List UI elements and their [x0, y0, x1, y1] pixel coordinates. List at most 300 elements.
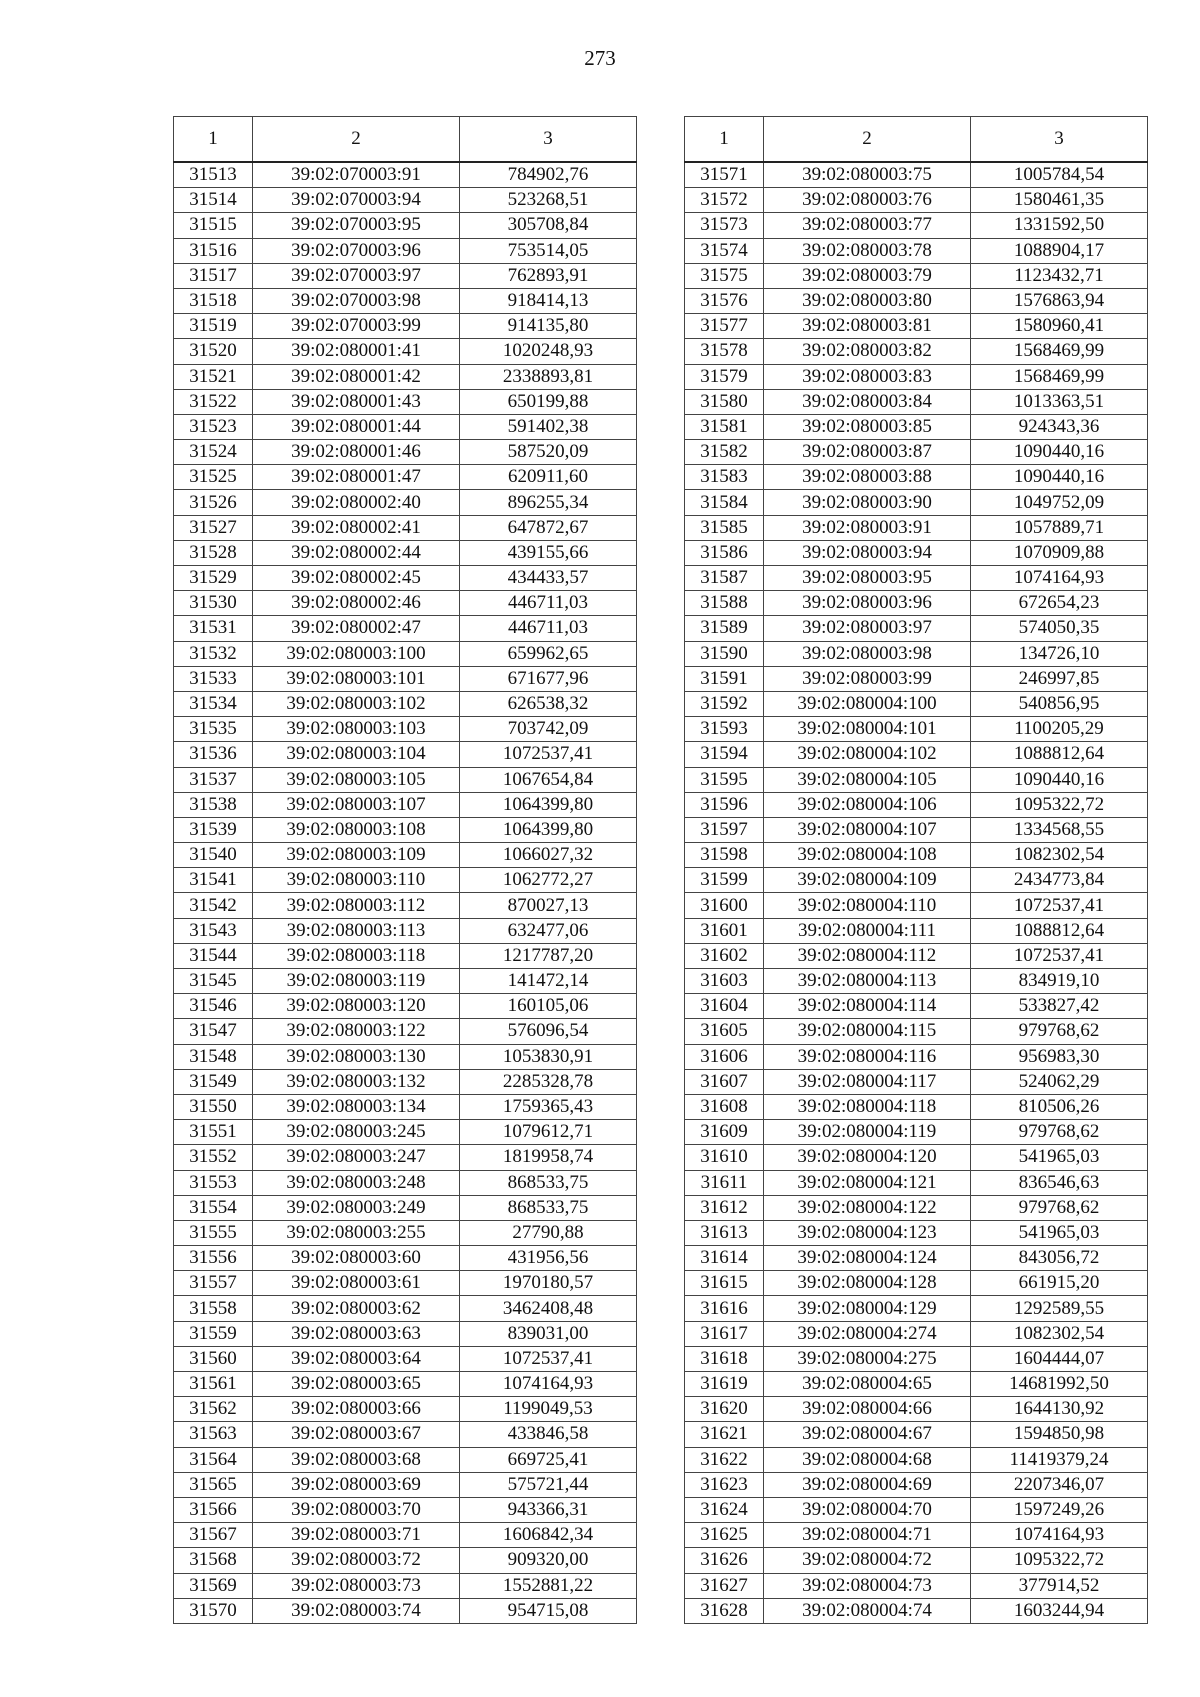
table-row: [685, 440, 1148, 465]
cadastral-number-cell: 39:02:080003:73: [253, 1573, 460, 1598]
table-row: [174, 994, 637, 1019]
cadastral-number-cell: 39:02:070003:94: [253, 188, 460, 213]
row-number-cell: 31551: [174, 1120, 253, 1145]
value-cell: 647872,67: [460, 515, 637, 540]
value-cell: 1067654,84: [460, 767, 637, 792]
value-cell: 1082302,54: [971, 1321, 1148, 1346]
cadastral-number-cell: 39:02:080001:41: [253, 339, 460, 364]
table-row: [685, 1019, 1148, 1044]
table-row: [174, 288, 637, 313]
value-cell: 246997,85: [971, 666, 1148, 691]
row-number-cell: 31552: [174, 1145, 253, 1170]
cadastral-number-cell: 39:02:080004:122: [764, 1195, 971, 1220]
value-cell: 1020248,93: [460, 339, 637, 364]
value-cell: 1199049,53: [460, 1397, 637, 1422]
row-number-cell: 31515: [174, 213, 253, 238]
row-number-cell: 31604: [685, 994, 764, 1019]
value-cell: 703742,09: [460, 717, 637, 742]
value-cell: 1604444,07: [971, 1346, 1148, 1371]
cadastral-number-cell: 39:02:080003:62: [253, 1296, 460, 1321]
row-number-cell: 31584: [685, 490, 764, 515]
value-cell: 446711,03: [460, 591, 637, 616]
value-cell: 446711,03: [460, 616, 637, 641]
cadastral-number-cell: 39:02:080003:132: [253, 1069, 460, 1094]
value-cell: 836546,63: [971, 1170, 1148, 1195]
value-cell: 1057889,71: [971, 515, 1148, 540]
cadastral-number-cell: 39:02:080004:108: [764, 843, 971, 868]
cadastral-number-cell: 39:02:080003:109: [253, 843, 460, 868]
row-number-cell: 31624: [685, 1497, 764, 1522]
row-number-cell: 31540: [174, 843, 253, 868]
cadastral-number-cell: 39:02:080004:110: [764, 893, 971, 918]
right-table: [684, 116, 1148, 1624]
table-row: [685, 364, 1148, 389]
value-cell: 1088904,17: [971, 238, 1148, 263]
table-row: [685, 1523, 1148, 1548]
table-row: [685, 540, 1148, 565]
value-cell: 1552881,22: [460, 1573, 637, 1598]
right-table-body: [685, 162, 1148, 1623]
row-number-cell: 31594: [685, 742, 764, 767]
value-cell: 1594850,98: [971, 1422, 1148, 1447]
value-cell: 632477,06: [460, 918, 637, 943]
table-row: [174, 792, 637, 817]
table-row: [174, 1145, 637, 1170]
row-number-cell: 31612: [685, 1195, 764, 1220]
row-number-cell: 31533: [174, 666, 253, 691]
row-number-cell: 31572: [685, 188, 764, 213]
value-cell: 918414,13: [460, 288, 637, 313]
value-cell: 1062772,27: [460, 868, 637, 893]
cadastral-number-cell: 39:02:080003:69: [253, 1472, 460, 1497]
cadastral-number-cell: 39:02:080004:112: [764, 943, 971, 968]
table-row: [685, 465, 1148, 490]
table-row: [174, 339, 637, 364]
table-row: [174, 1397, 637, 1422]
cadastral-number-cell: 39:02:080003:99: [764, 666, 971, 691]
value-cell: 1005784,54: [971, 162, 1148, 188]
cadastral-number-cell: 39:02:080003:112: [253, 893, 460, 918]
row-number-cell: 31543: [174, 918, 253, 943]
cadastral-number-cell: 39:02:080003:84: [764, 389, 971, 414]
value-cell: 1072537,41: [460, 742, 637, 767]
row-number-cell: 31625: [685, 1523, 764, 1548]
cadastral-number-cell: 39:02:080004:71: [764, 1523, 971, 1548]
value-cell: 523268,51: [460, 188, 637, 213]
table-row: [174, 691, 637, 716]
row-number-cell: 31547: [174, 1019, 253, 1044]
table-row: [174, 893, 637, 918]
table-row: [685, 389, 1148, 414]
cadastral-number-cell: 39:02:080003:87: [764, 440, 971, 465]
cadastral-number-cell: 39:02:080003:95: [764, 566, 971, 591]
row-number-cell: 31546: [174, 994, 253, 1019]
value-cell: 2285328,78: [460, 1069, 637, 1094]
table-row: [685, 1170, 1148, 1195]
cadastral-number-cell: 39:02:080003:60: [253, 1246, 460, 1271]
value-cell: 1090440,16: [971, 767, 1148, 792]
row-number-cell: 31573: [685, 213, 764, 238]
row-number-cell: 31609: [685, 1120, 764, 1145]
row-number-cell: 31549: [174, 1069, 253, 1094]
table-row: [685, 1397, 1148, 1422]
row-number-cell: 31601: [685, 918, 764, 943]
cadastral-number-cell: 39:02:080003:68: [253, 1447, 460, 1472]
row-number-cell: 31526: [174, 490, 253, 515]
value-cell: 868533,75: [460, 1195, 637, 1220]
value-cell: 134726,10: [971, 641, 1148, 666]
row-number-cell: 31528: [174, 540, 253, 565]
column-header-3: 3: [971, 117, 1148, 163]
value-cell: 979768,62: [971, 1019, 1148, 1044]
table-row: [685, 1497, 1148, 1522]
row-number-cell: 31598: [685, 843, 764, 868]
table-row: [685, 943, 1148, 968]
row-number-cell: 31582: [685, 440, 764, 465]
row-number-cell: 31527: [174, 515, 253, 540]
table-row: [174, 1120, 637, 1145]
table-row: [685, 742, 1148, 767]
value-cell: 11419379,24: [971, 1447, 1148, 1472]
cadastral-number-cell: 39:02:080003:91: [764, 515, 971, 540]
table-row: [174, 1195, 637, 1220]
value-cell: 620911,60: [460, 465, 637, 490]
cadastral-number-cell: 39:02:080004:120: [764, 1145, 971, 1170]
table-row: [174, 515, 637, 540]
row-number-cell: 31579: [685, 364, 764, 389]
cadastral-number-cell: 39:02:080004:113: [764, 969, 971, 994]
cadastral-number-cell: 39:02:080003:255: [253, 1220, 460, 1245]
table-row: [685, 666, 1148, 691]
cadastral-number-cell: 39:02:080002:47: [253, 616, 460, 641]
value-cell: 1074164,93: [460, 1372, 637, 1397]
row-number-cell: 31524: [174, 440, 253, 465]
value-cell: 753514,05: [460, 238, 637, 263]
row-number-cell: 31570: [174, 1598, 253, 1623]
table-row: [174, 1598, 637, 1623]
table-row: [685, 1044, 1148, 1069]
cadastral-number-cell: 39:02:080003:61: [253, 1271, 460, 1296]
cadastral-number-cell: 39:02:080004:72: [764, 1548, 971, 1573]
value-cell: 1597249,26: [971, 1497, 1148, 1522]
row-number-cell: 31562: [174, 1397, 253, 1422]
cadastral-number-cell: 39:02:080003:122: [253, 1019, 460, 1044]
value-cell: 1217787,20: [460, 943, 637, 968]
row-number-cell: 31558: [174, 1296, 253, 1321]
cadastral-number-cell: 39:02:080003:120: [253, 994, 460, 1019]
value-cell: 956983,30: [971, 1044, 1148, 1069]
cadastral-number-cell: 39:02:080003:134: [253, 1094, 460, 1119]
row-number-cell: 31622: [685, 1447, 764, 1472]
row-number-cell: 31541: [174, 868, 253, 893]
row-number-cell: 31560: [174, 1346, 253, 1371]
table-row: [685, 918, 1148, 943]
table-row: [685, 1094, 1148, 1119]
cadastral-number-cell: 39:02:080001:43: [253, 389, 460, 414]
value-cell: 1072537,41: [971, 943, 1148, 968]
cadastral-number-cell: 39:02:070003:95: [253, 213, 460, 238]
cadastral-number-cell: 39:02:080003:102: [253, 691, 460, 716]
table-row: [174, 1044, 637, 1069]
row-number-cell: 31574: [685, 238, 764, 263]
value-cell: 1074164,93: [971, 566, 1148, 591]
value-cell: 2338893,81: [460, 364, 637, 389]
value-cell: 672654,23: [971, 591, 1148, 616]
table-row: [174, 666, 637, 691]
value-cell: 541965,03: [971, 1145, 1148, 1170]
table-row: [685, 868, 1148, 893]
row-number-cell: 31553: [174, 1170, 253, 1195]
cadastral-number-cell: 39:02:080004:67: [764, 1422, 971, 1447]
cadastral-number-cell: 39:02:080004:70: [764, 1497, 971, 1522]
cadastral-number-cell: 39:02:080003:67: [253, 1422, 460, 1447]
cadastral-number-cell: 39:02:080004:124: [764, 1246, 971, 1271]
value-cell: 1759365,43: [460, 1094, 637, 1119]
row-number-cell: 31557: [174, 1271, 253, 1296]
value-cell: 1053830,91: [460, 1044, 637, 1069]
row-number-cell: 31571: [685, 162, 764, 188]
value-cell: 1066027,32: [460, 843, 637, 868]
value-cell: 540856,95: [971, 691, 1148, 716]
cadastral-number-cell: 39:02:080001:47: [253, 465, 460, 490]
value-cell: 2207346,07: [971, 1472, 1148, 1497]
row-number-cell: 31603: [685, 969, 764, 994]
value-cell: 27790,88: [460, 1220, 637, 1245]
cadastral-number-cell: 39:02:080004:100: [764, 691, 971, 716]
cadastral-number-cell: 39:02:080003:72: [253, 1548, 460, 1573]
row-number-cell: 31525: [174, 465, 253, 490]
row-number-cell: 31606: [685, 1044, 764, 1069]
cadastral-number-cell: 39:02:080003:81: [764, 314, 971, 339]
value-cell: 870027,13: [460, 893, 637, 918]
table-row: [174, 918, 637, 943]
table-row: [174, 490, 637, 515]
row-number-cell: 31568: [174, 1548, 253, 1573]
cadastral-number-cell: 39:02:080003:113: [253, 918, 460, 943]
cadastral-number-cell: 39:02:080003:82: [764, 339, 971, 364]
value-cell: 1095322,72: [971, 792, 1148, 817]
table-row: [685, 1573, 1148, 1598]
value-cell: 160105,06: [460, 994, 637, 1019]
value-cell: 979768,62: [971, 1120, 1148, 1145]
value-cell: 1603244,94: [971, 1598, 1148, 1623]
cadastral-number-cell: 39:02:080003:104: [253, 742, 460, 767]
row-number-cell: 31514: [174, 188, 253, 213]
table-row: [174, 1170, 637, 1195]
row-number-cell: 31588: [685, 591, 764, 616]
value-cell: 576096,54: [460, 1019, 637, 1044]
table-row: [174, 969, 637, 994]
row-number-cell: 31628: [685, 1598, 764, 1623]
cadastral-number-cell: 39:02:080002:41: [253, 515, 460, 540]
table-row: [685, 162, 1148, 188]
value-cell: 1819958,74: [460, 1145, 637, 1170]
value-cell: 1970180,57: [460, 1271, 637, 1296]
table-row: [685, 1321, 1148, 1346]
table-row: [685, 717, 1148, 742]
cadastral-number-cell: 39:02:080003:118: [253, 943, 460, 968]
row-number-cell: 31575: [685, 263, 764, 288]
table-row: [685, 1145, 1148, 1170]
table-row: [174, 188, 637, 213]
value-cell: 896255,34: [460, 490, 637, 515]
row-number-cell: 31536: [174, 742, 253, 767]
cadastral-number-cell: 39:02:080003:63: [253, 1321, 460, 1346]
row-number-cell: 31534: [174, 691, 253, 716]
row-number-cell: 31566: [174, 1497, 253, 1522]
table-row: [174, 1271, 637, 1296]
table-row: [685, 188, 1148, 213]
row-number-cell: 31530: [174, 591, 253, 616]
table-row: [685, 1296, 1148, 1321]
row-number-cell: 31581: [685, 414, 764, 439]
value-cell: 784902,76: [460, 162, 637, 188]
cadastral-number-cell: 39:02:080003:65: [253, 1372, 460, 1397]
value-cell: 587520,09: [460, 440, 637, 465]
table-row: [174, 465, 637, 490]
row-number-cell: 31621: [685, 1422, 764, 1447]
row-number-cell: 31626: [685, 1548, 764, 1573]
row-number-cell: 31532: [174, 641, 253, 666]
cadastral-number-cell: 39:02:080003:248: [253, 1170, 460, 1195]
cadastral-number-cell: 39:02:080003:71: [253, 1523, 460, 1548]
table-row: [685, 641, 1148, 666]
table-row: [174, 364, 637, 389]
cadastral-number-cell: 39:02:080004:111: [764, 918, 971, 943]
value-cell: 1123432,71: [971, 263, 1148, 288]
row-number-cell: 31602: [685, 943, 764, 968]
table-row: [174, 717, 637, 742]
table-row: [174, 1497, 637, 1522]
value-cell: 141472,14: [460, 969, 637, 994]
row-number-cell: 31518: [174, 288, 253, 313]
value-cell: 1088812,64: [971, 918, 1148, 943]
value-cell: 1580960,41: [971, 314, 1148, 339]
value-cell: 669725,41: [460, 1447, 637, 1472]
cadastral-number-cell: 39:02:080004:68: [764, 1447, 971, 1472]
value-cell: 834919,10: [971, 969, 1148, 994]
table-row: [174, 1447, 637, 1472]
value-cell: 1064399,80: [460, 792, 637, 817]
row-number-cell: 31595: [685, 767, 764, 792]
cadastral-number-cell: 39:02:080004:274: [764, 1321, 971, 1346]
row-number-cell: 31585: [685, 515, 764, 540]
row-number-cell: 31599: [685, 868, 764, 893]
cadastral-number-cell: 39:02:080004:115: [764, 1019, 971, 1044]
row-number-cell: 31559: [174, 1321, 253, 1346]
cadastral-number-cell: 39:02:080004:118: [764, 1094, 971, 1119]
table-row: [174, 616, 637, 641]
cadastral-number-cell: 39:02:080004:123: [764, 1220, 971, 1245]
cadastral-number-cell: 39:02:080003:110: [253, 868, 460, 893]
table-row: [174, 1220, 637, 1245]
cadastral-number-cell: 39:02:080003:245: [253, 1120, 460, 1145]
table-row: [174, 314, 637, 339]
table-row: [174, 742, 637, 767]
value-cell: 810506,26: [971, 1094, 1148, 1119]
row-number-cell: 31616: [685, 1296, 764, 1321]
cadastral-number-cell: 39:02:080003:78: [764, 238, 971, 263]
cadastral-number-cell: 39:02:070003:97: [253, 263, 460, 288]
cadastral-number-cell: 39:02:080004:106: [764, 792, 971, 817]
cadastral-number-cell: 39:02:080003:80: [764, 288, 971, 313]
value-cell: 762893,91: [460, 263, 637, 288]
row-number-cell: 31593: [685, 717, 764, 742]
table-row: [174, 641, 637, 666]
value-cell: 575721,44: [460, 1472, 637, 1497]
table-row: [685, 1246, 1148, 1271]
row-number-cell: 31620: [685, 1397, 764, 1422]
row-number-cell: 31608: [685, 1094, 764, 1119]
value-cell: 305708,84: [460, 213, 637, 238]
table-row: [174, 540, 637, 565]
value-cell: 1064399,80: [460, 817, 637, 842]
cadastral-number-cell: 39:02:080004:105: [764, 767, 971, 792]
table-row: [174, 1321, 637, 1346]
table-row: [685, 1598, 1148, 1623]
table-row: [685, 1548, 1148, 1573]
table-row: [685, 969, 1148, 994]
table-row: [174, 591, 637, 616]
cadastral-number-cell: 39:02:080002:40: [253, 490, 460, 515]
table-row: [685, 414, 1148, 439]
column-header-3: 3: [460, 117, 637, 163]
table-row: [685, 515, 1148, 540]
cadastral-number-cell: 39:02:080004:119: [764, 1120, 971, 1145]
table-row: [685, 213, 1148, 238]
value-cell: 1082302,54: [971, 843, 1148, 868]
value-cell: 1072537,41: [971, 893, 1148, 918]
value-cell: 626538,32: [460, 691, 637, 716]
cadastral-number-cell: 39:02:080003:97: [764, 616, 971, 641]
table-row: [174, 213, 637, 238]
cadastral-number-cell: 39:02:080004:128: [764, 1271, 971, 1296]
cadastral-number-cell: 39:02:080003:88: [764, 465, 971, 490]
value-cell: 843056,72: [971, 1246, 1148, 1271]
value-cell: 591402,38: [460, 414, 637, 439]
row-number-cell: 31600: [685, 893, 764, 918]
table-row: [174, 1296, 637, 1321]
value-cell: 650199,88: [460, 389, 637, 414]
table-row: [685, 817, 1148, 842]
cadastral-number-cell: 39:02:080004:116: [764, 1044, 971, 1069]
cadastral-number-cell: 39:02:080002:44: [253, 540, 460, 565]
value-cell: 533827,42: [971, 994, 1148, 1019]
value-cell: 1580461,35: [971, 188, 1148, 213]
cadastral-number-cell: 39:02:080004:102: [764, 742, 971, 767]
row-number-cell: 31531: [174, 616, 253, 641]
value-cell: 377914,52: [971, 1573, 1148, 1598]
value-cell: 1568469,99: [971, 339, 1148, 364]
column-header-1: 1: [174, 117, 253, 163]
page-number: 273: [584, 46, 616, 70]
row-number-cell: 31517: [174, 263, 253, 288]
table-row: [174, 1246, 637, 1271]
value-cell: 1331592,50: [971, 213, 1148, 238]
table-row: [685, 1372, 1148, 1397]
row-number-cell: 31550: [174, 1094, 253, 1119]
row-number-cell: 31544: [174, 943, 253, 968]
cadastral-number-cell: 39:02:080003:77: [764, 213, 971, 238]
cadastral-number-cell: 39:02:080004:66: [764, 1397, 971, 1422]
cadastral-number-cell: 39:02:080004:129: [764, 1296, 971, 1321]
cadastral-number-cell: 39:02:080001:44: [253, 414, 460, 439]
value-cell: 524062,29: [971, 1069, 1148, 1094]
cadastral-number-cell: 39:02:080003:83: [764, 364, 971, 389]
row-number-cell: 31520: [174, 339, 253, 364]
cadastral-number-cell: 39:02:080004:69: [764, 1472, 971, 1497]
row-number-cell: 31521: [174, 364, 253, 389]
